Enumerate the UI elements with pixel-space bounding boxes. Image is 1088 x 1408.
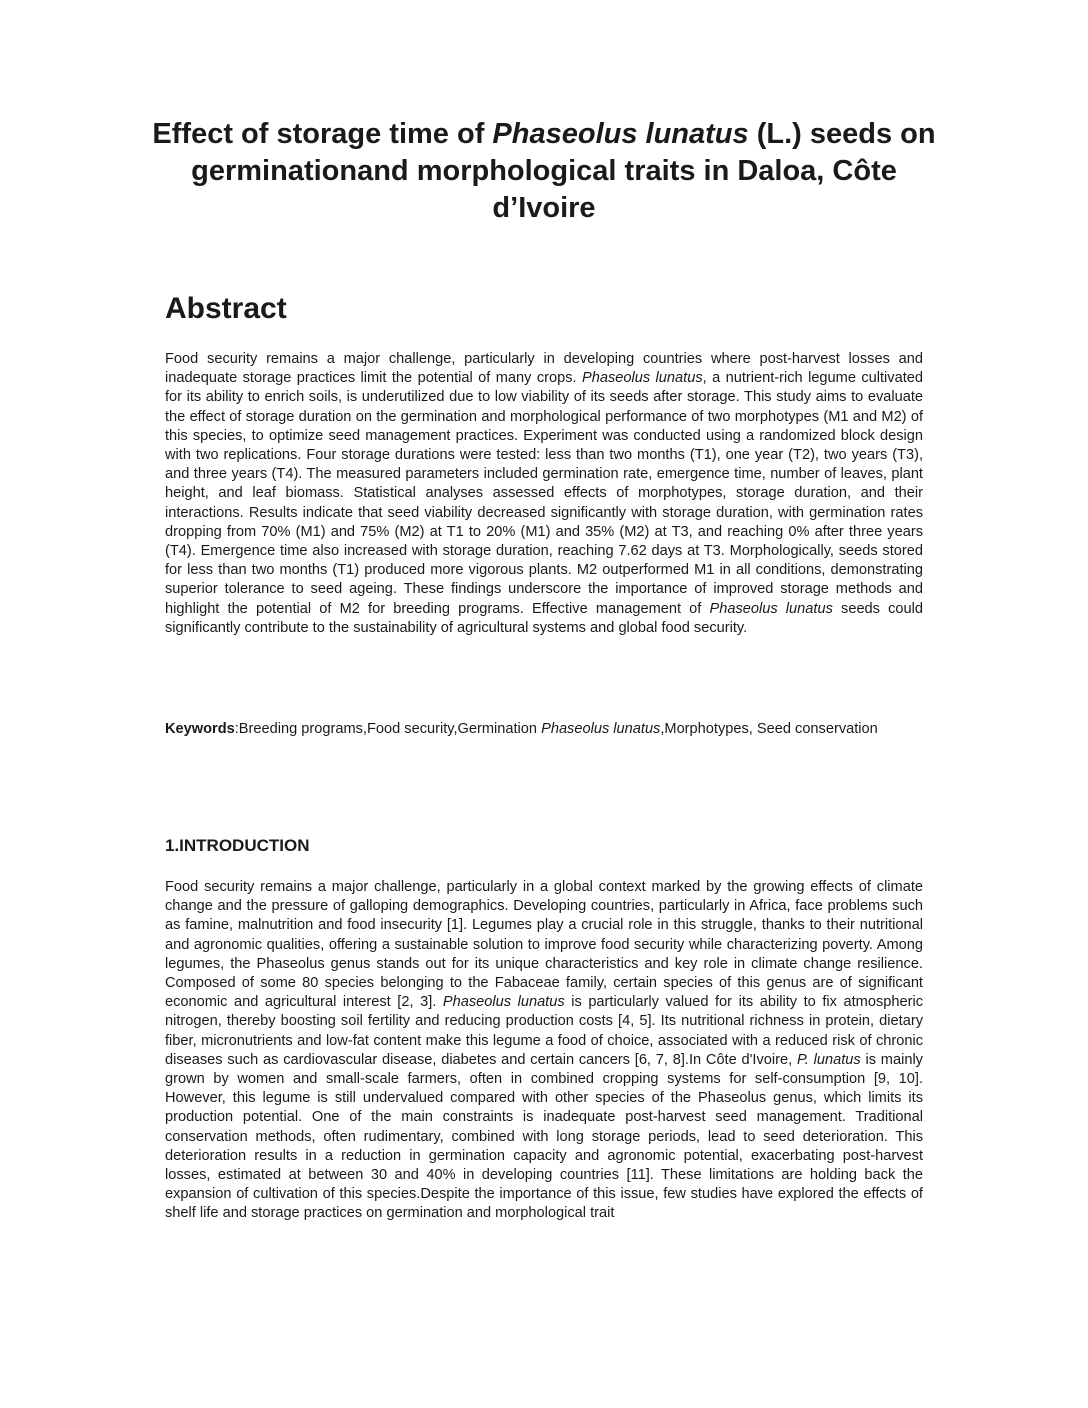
abstract-species-1: Phaseolus lunatus — [582, 370, 703, 387]
intro-species-2: P. lunatus — [796, 1051, 861, 1068]
abstract-heading: Abstract — [165, 292, 287, 325]
keywords-text-1: :Breeding programs,Food security,Germination — [234, 721, 542, 737]
paper-title — [150, 116, 938, 227]
intro-text-3: is mainly grown by women and small-scale farmers, often in combined cropping systems for self-consumption [9, 10]. However, this legume is still undervalued compared with other species of the Phaseolus genus, which limits its production potential. One of the main constraints is inadequate post-harvest seed management. Traditional conservation methods, often rudimentary, combined with long storage periods, lead to seed deterioration. This deterioration results in a reduction in germination capacity and agronomic potential, exacerbating post-harvest losses, estimated at between 30 and 40% in developing countries [11]. These limitations are holding back the expansion of cultivation of this species.Despite the importance of this issue, few studies have explored the effects of shelf life and storage practices on germination and morphological trait — [165, 1051, 923, 1222]
intro-text-1: Food security remains a major challenge, particularly in a global context marked by the growing effects of climate change and the pressure of galloping demographics. Developing countries, particularly in Africa, face problems such as famine, malnutrition and food insecurity [1]. Legumes play a crucial role in this struggle, thanks to their nutritional and agronomic qualities, offering a sustainable solution to improve food security while characterizing poverty. Among legumes, the Phaseolus genus stands out for its unique characteristics and key role in climate change resilience. Composed of some 80 species belonging to the Fabaceae family, certain species of this genus are of significant economic and agricultural interest [2, 3]. — [165, 879, 923, 1011]
introduction-paragraph — [165, 878, 923, 1224]
intro-species-1: Phaseolus lunatus — [442, 994, 565, 1011]
keywords-species: Phaseolus lunatus — [541, 721, 661, 737]
title-species: Phaseolus lunatus — [492, 118, 749, 150]
abstract-paragraph — [165, 350, 923, 638]
abstract-text-2: , a nutrient-rich legume cultivated for its ability to enrich soils, is underutilized due to low viability of its seeds after storage. This study aims to evaluate the effect of storage duration on the germination and morphological performance of two morphotypes (M1 and M2) of this species, to optimize seed management practices. Experiment was conducted using a randomized block design with two replications. Four storage durations were tested: less than two months (T1), one year (T2), two years (T3), and three years (T4). The measured parameters included germination rate, emergence time, number of leaves, plant height, and leaf biomass. Statistical analyses assessed effects of morphotypes, storage duration, and their interactions. Results indicate that seed viability decreased significantly with storage duration, with germination rates dropping from 70% (M1) and 75% (M2) at T1 to 20% (M1) and 35% (M2) at T3, and reaching 0% after three years (T4). Emergence time also increased with storage duration, reaching 7.62 days at T3. Morphologically, seeds stored for less than two months (T1) produced more vigorous plants. M2 outperformed M1 in all conditions, demonstrating superior tolerance to seed ageing. These findings underscore the importance of improved storage methods and highlight the potential of M2 for breeding programs. Effective management of — [165, 370, 924, 617]
keywords-label: Keywords — [165, 721, 235, 737]
title-part1: Effect of storage time of — [152, 118, 493, 150]
keywords-paragraph — [165, 720, 923, 739]
intro-text-2: is particularly valued for its ability to fix atmospheric nitrogen, thereby boosting soil fertility and reducing production costs [4, 5]. Its nutritional richness in protein, dietary fiber, micronutrients and low-fat content make this legume a food of choice, associated with a reduced risk of chronic diseases such as cardiovascular disease, diabetes and certain cancers [6, 7, 8].In Côte d'Ivoire, — [165, 994, 924, 1068]
abstract-text-3: seeds could significantly contribute to the sustainability of agricultural systems and global food security. — [165, 600, 924, 636]
abstract-species-2: Phaseolus lunatus — [709, 600, 833, 617]
abstract-text-1: Food security remains a major challenge, particularly in developing countries where post-harvest losses and inadequate storage practices limit the potential of many crops. — [165, 351, 923, 387]
keywords-text-2: ,Morphotypes, Seed conservation — [660, 721, 878, 737]
title-part2: (L.) seeds on germinationand morphological traits in Daloa, Côte d’Ivoire — [191, 118, 936, 224]
introduction-heading: 1.INTRODUCTION — [165, 836, 310, 855]
